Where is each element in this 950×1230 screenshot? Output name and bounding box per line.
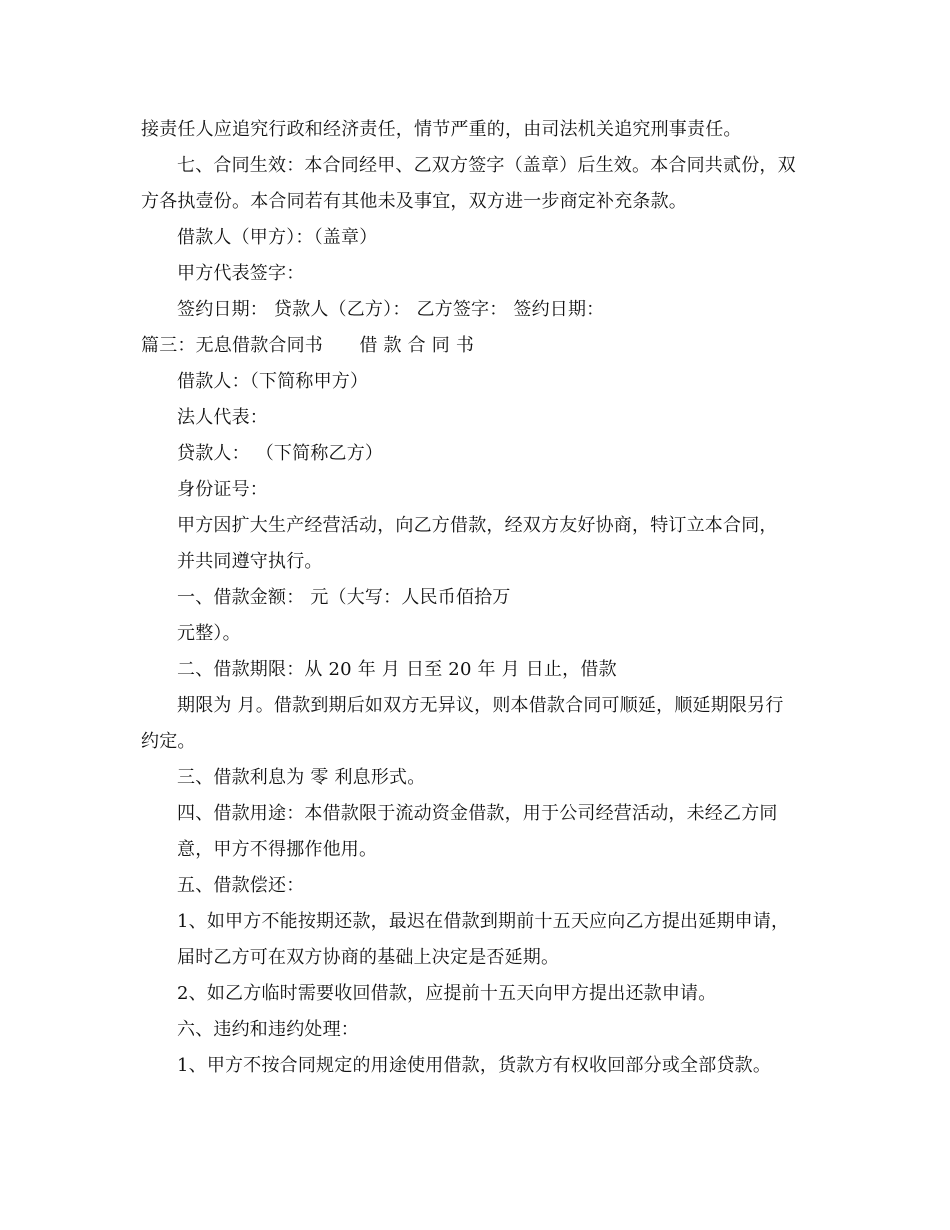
text-line: 二、借款期限：从 20 年 月 日至 20 年 月 日止，借款 bbox=[177, 659, 617, 680]
text-line: 2、如乙方临时需要收回借款，应提前十五天向甲方提出还款申请。 bbox=[177, 983, 717, 1004]
text-line: 并共同遵守执行。 bbox=[177, 551, 323, 572]
text-line: 贷款人： （下简称乙方） bbox=[177, 443, 384, 464]
text-line: 六、违约和违约处理： bbox=[177, 1019, 359, 1040]
text-line: 1、甲方不按合同规定的用途使用借款，货款方有权收回部分或全部贷款。 bbox=[177, 1055, 772, 1076]
text-line: 三、借款利息为 零 利息形式。 bbox=[177, 767, 426, 788]
text-line: 甲方因扩大生产经营活动，向乙方借款，经双方友好协商，特订立本合同， bbox=[177, 515, 778, 536]
text-line: 法人代表： bbox=[177, 407, 268, 428]
text-line: 元整）。 bbox=[177, 623, 241, 644]
text-line: 借款人（甲方）：（盖章） bbox=[177, 227, 378, 248]
text-line: 五、借款偿还： bbox=[177, 875, 305, 896]
text-line: 一、借款金额： 元（大写：人民币佰拾万 bbox=[177, 587, 511, 608]
text-line: 七、合同生效：本合同经甲、乙双方签字（盖章）后生效。本合同共贰份，双 bbox=[177, 155, 796, 176]
text-line: 方各执壹份。本合同若有其他未及事宜，双方进一步商定补充条款。 bbox=[141, 191, 687, 212]
text-line: 1、如甲方不能按期还款，最迟在借款到期前十五天应向乙方提出延期申请， bbox=[177, 911, 790, 932]
text-line: 届时乙方可在双方协商的基础上决定是否延期。 bbox=[177, 947, 560, 968]
text-line: 借款人：（下简称甲方） bbox=[177, 371, 369, 392]
text-line: 身份证号： bbox=[177, 479, 268, 500]
text-line: 意，甲方不得挪作他用。 bbox=[177, 839, 378, 860]
text-line: 期限为 月。借款到期后如双方无异议，则本借款合同可顺延，顺延期限另行 bbox=[177, 695, 784, 716]
text-line: 接责任人应追究行政和经济责任，情节严重的，由司法机关追究刑事责任。 bbox=[141, 119, 742, 140]
section-heading: 篇三：无息借款合同书 借 款 合 同 书 bbox=[141, 335, 475, 356]
text-line: 签约日期： 贷款人（乙方）： 乙方签字： 签约日期： bbox=[177, 299, 605, 320]
text-line: 甲方代表签字： bbox=[177, 263, 305, 284]
text-line: 四、借款用途：本借款限于流动资金借款，用于公司经营活动，未经乙方同 bbox=[177, 803, 778, 824]
text-line: 约定。 bbox=[141, 731, 196, 752]
